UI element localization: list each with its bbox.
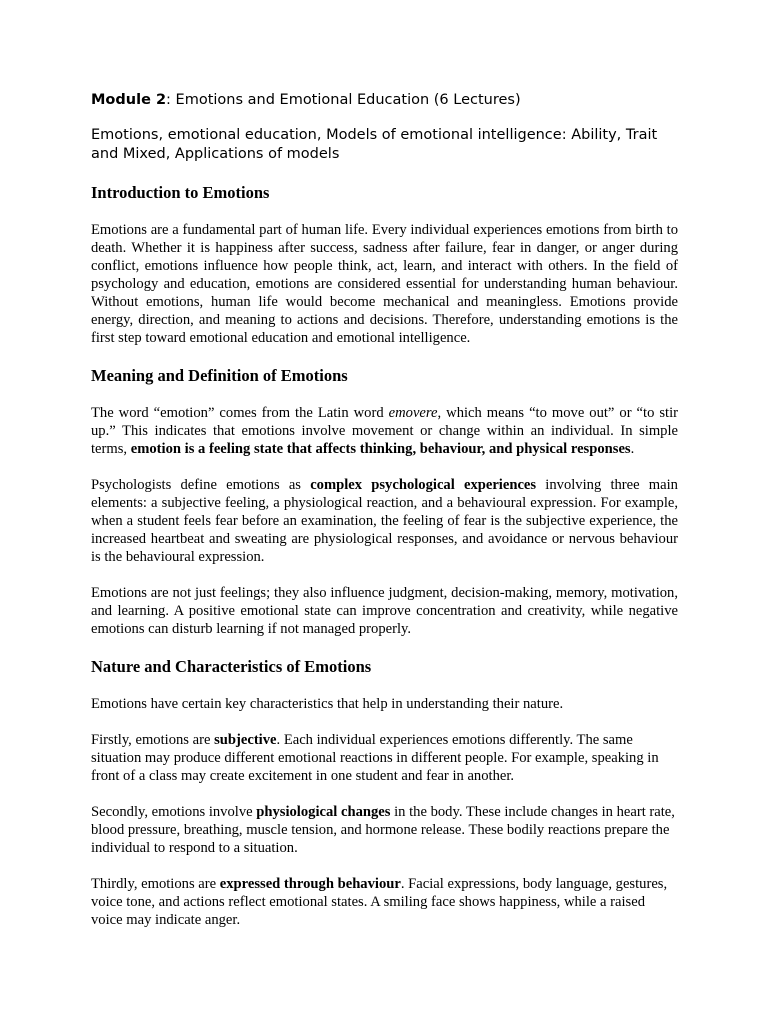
behaviour-emphasis: expressed through behaviour xyxy=(219,876,401,892)
paragraph-meaning-1: The word “emotion” comes from the Latin word emovere, which means “to move out” or “to stir up.” This indicates that emotions involve movement or change within an individual. In simple terms, emotion is a feeling state that affects thinking, behaviour, and physical responses. xyxy=(91,405,678,457)
paragraph-meaning-2: Psychologists define emotions as complex psychological experiences involving three main elements: a subjective feeling, a physiological reaction, and a behavioural expression. For example, when a student feels fear before an examination, the feeling of fear is the subjective experience, the increased heartbeat and sweating are physiological responses, and avoidance or nervous behaviour is the behavioural expression. xyxy=(91,477,678,565)
paragraph-nature-1: Emotions have certain key characteristics that help in understanding their nature. xyxy=(91,696,564,712)
heading-introduction: Introduction to Emotions xyxy=(91,183,270,202)
heading-meaning: Meaning and Definition of Emotions xyxy=(91,366,348,385)
heading-nature: Nature and Characteristics of Emotions xyxy=(91,657,372,676)
module-label: Module 2 xyxy=(91,92,167,108)
paragraph-meaning-3: Emotions are not just feelings; they also influence judgment, decision-making, memory, motivation, and learning. A positive emotional state can improve concentration and creativity, while negative emotions can disturb learning if not managed properly. xyxy=(91,585,678,637)
paragraph-nature-2: Firstly, emotions are subjective. Each individual experiences emotions differently. The same situation may produce different emotional reactions in different people. For example, speaking in front of a class may create excitement in one student and fear in another. xyxy=(91,732,659,784)
physiological-emphasis: physiological changes xyxy=(256,804,391,820)
latin-word: emovere xyxy=(388,405,438,421)
complex-experiences-emphasis: complex psychological experiences xyxy=(310,477,537,493)
module-title xyxy=(91,91,678,109)
definition-emphasis: emotion is a feeling state that affects thinking, behaviour, and physical responses xyxy=(130,441,631,457)
module-topics: Emotions, emotional education, Models of emotional intelligence: Ability, Trait and Mixed, Applications of models xyxy=(91,127,658,162)
paragraph-introduction: Emotions are a fundamental part of human life. Every individual experiences emotions from birth to death. Whether it is happiness after success, sadness after failure, fear in danger, or anger during conflict, emotions influence how people think, act, learn, and interact with others. In the field of psychology and education, emotions are considered essential for understanding human behaviour. Without emotions, human life would become mechanical and meaningless. Emotions provide energy, direction, and meaning to actions and decisions. Therefore, understanding emotions is the first step toward emotional education and emotional intelligence. xyxy=(91,222,678,346)
subjective-emphasis: subjective xyxy=(214,732,277,748)
paragraph-nature-4: Thirdly, emotions are expressed through behaviour. Facial expressions, body language, gestures, voice tone, and actions reflect emotional states. A smiling face shows happiness, while a raised voice may indicate anger. xyxy=(91,876,668,928)
paragraph-nature-3: Secondly, emotions involve physiological changes in the body. These include changes in heart rate, blood pressure, breathing, muscle tension, and hormone release. These bodily reactions prepare the individual to respond to a situation. xyxy=(91,804,675,856)
module-title-rest: : Emotions and Emotional Education (6 Lectures) xyxy=(166,92,521,108)
